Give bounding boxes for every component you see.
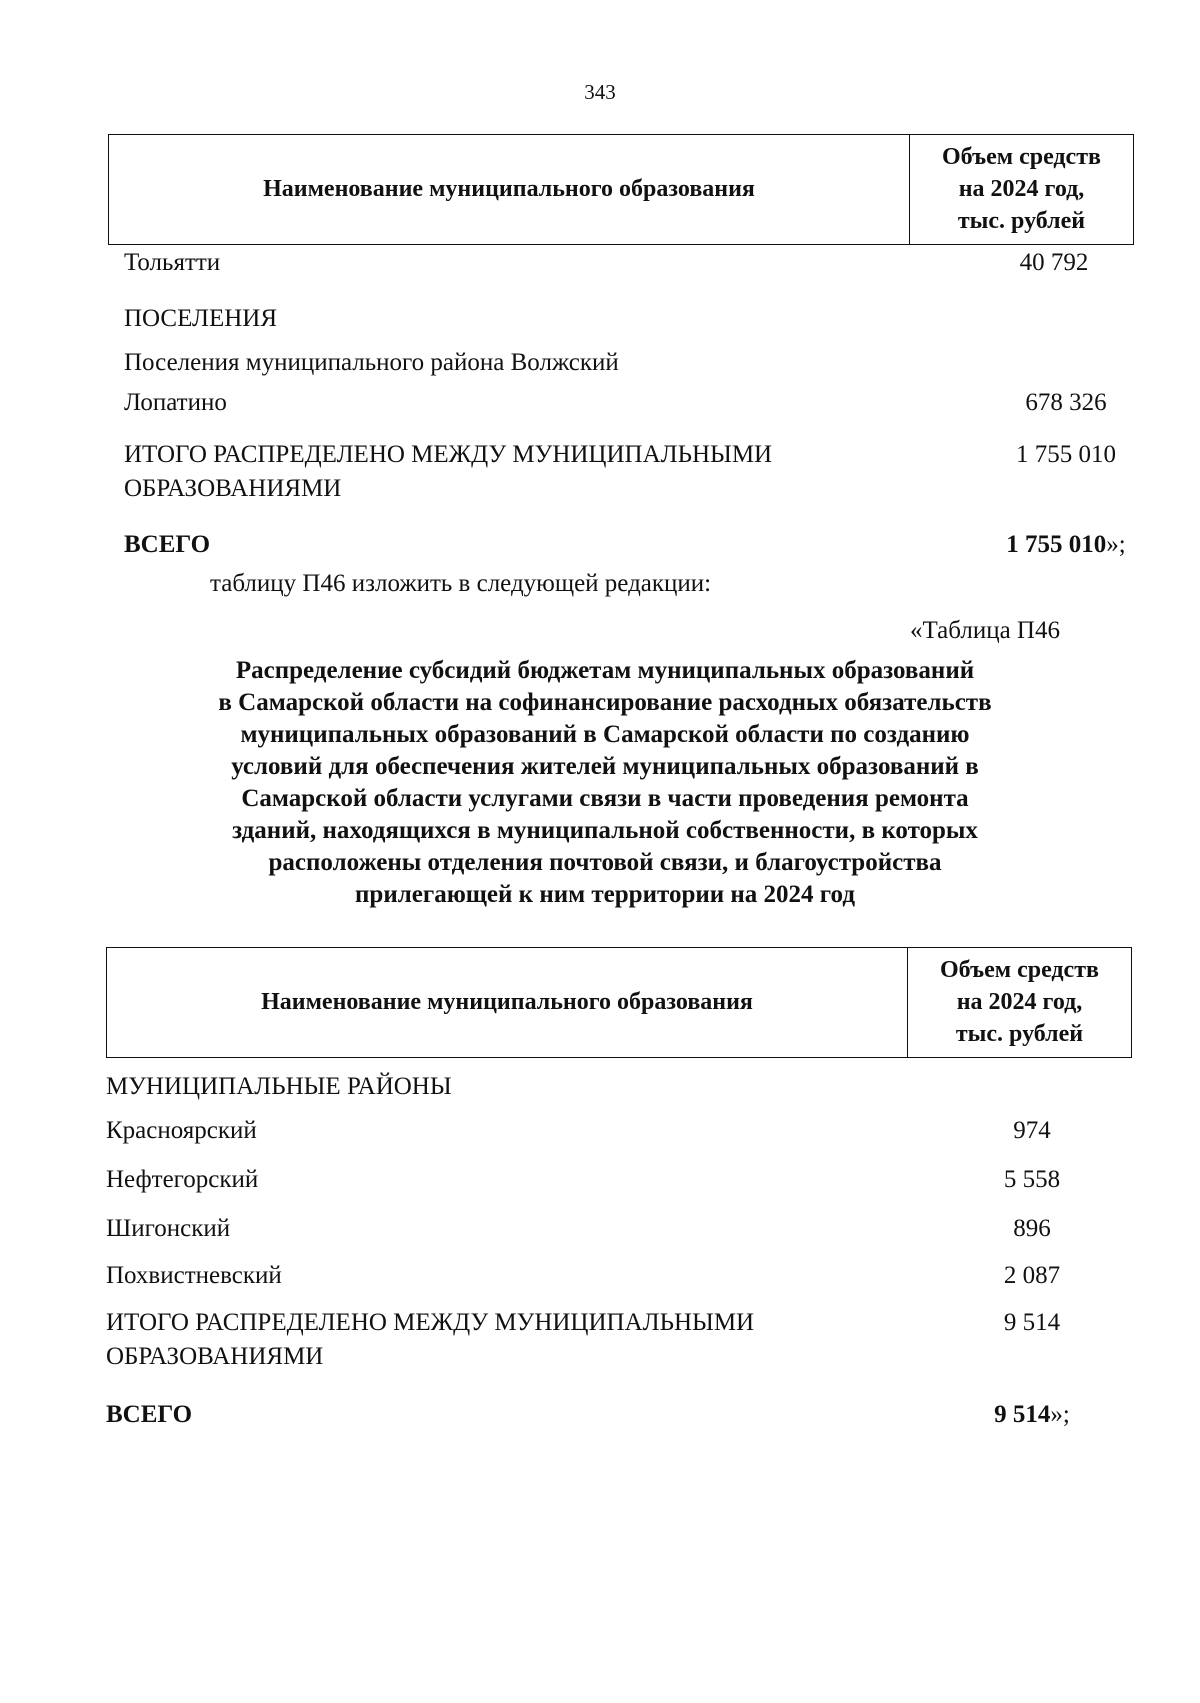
row-name: Тольятти [124, 249, 221, 276]
table2-header [106, 947, 1132, 1058]
page-number: 343 [584, 80, 616, 104]
row-name: Лопатино [124, 389, 227, 416]
instruction-paragraph: таблицу П46 изложить в следующей редакции: [210, 570, 712, 597]
row-value: 896 [1013, 1215, 1051, 1242]
row-value: 1 755 010 [1016, 441, 1116, 468]
table2-header-name: Наименование муниципального образования [107, 948, 908, 1057]
row-name: Поселения муниципального района Волжский [124, 349, 619, 376]
table-title: Распределение субсидий бюджетам муниципальных образований в Самарской области на софинансирование расходных обязательств муниципальных образований в Самарской области по созданию условий для обеспечения жителей муниципальных образований в Самарской области услугами связи в части проведения ремонта зданий, находящихся в муниципальной собственности, в которых расположены отделения почтовой связи, и благоустройства прилегающей к ним территории на 2024 год [218, 657, 992, 908]
row-value: 2 087 [1003, 1262, 1061, 1289]
table1-header-value: Объем средств на 2024 год, тыс. рублей [942, 144, 1101, 234]
row-value: 5 558 [1003, 1166, 1061, 1193]
row-name: ИТОГО РАСПРЕДЕЛЕНО МЕЖДУ МУНИЦИПАЛЬНЫМИ [124, 441, 773, 468]
row-name: Красноярский [106, 1117, 257, 1144]
row-value: 40 792 [1019, 249, 1089, 276]
row-name-cont: ОБРАЗОВАНИЯМИ [106, 1343, 324, 1370]
row-name: Шигонский [106, 1215, 231, 1242]
row-name: ВСЕГО [106, 1401, 193, 1428]
row-value: 9 514 [1003, 1309, 1061, 1336]
row-name: ИТОГО РАСПРЕДЕЛЕНО МЕЖДУ МУНИЦИПАЛЬНЫМИ [106, 1309, 755, 1336]
row-value: 1 755 010»; [1006, 531, 1126, 558]
table-row [124, 438, 1134, 508]
row-name: МУНИЦИПАЛЬНЫЕ РАЙОНЫ [106, 1073, 452, 1100]
table2-header-value: Объем средств на 2024 год, тыс. рублей [940, 957, 1099, 1047]
table1-header [108, 134, 1134, 245]
table-row [106, 1306, 1132, 1376]
row-value: 678 326 [1025, 389, 1107, 416]
row-name: Похвистневский [106, 1262, 282, 1289]
row-name: ПОСЕЛЕНИЯ [124, 305, 278, 332]
row-value: 9 514»; [994, 1401, 1070, 1428]
row-value: 974 [1013, 1117, 1051, 1144]
table1-header-name: Наименование муниципального образования [109, 135, 910, 244]
table-label: «Таблица П46 [910, 617, 1060, 644]
row-name-cont: ОБРАЗОВАНИЯМИ [124, 475, 342, 502]
row-name: ВСЕГО [124, 531, 211, 558]
row-name: Нефтегорский [106, 1166, 259, 1193]
